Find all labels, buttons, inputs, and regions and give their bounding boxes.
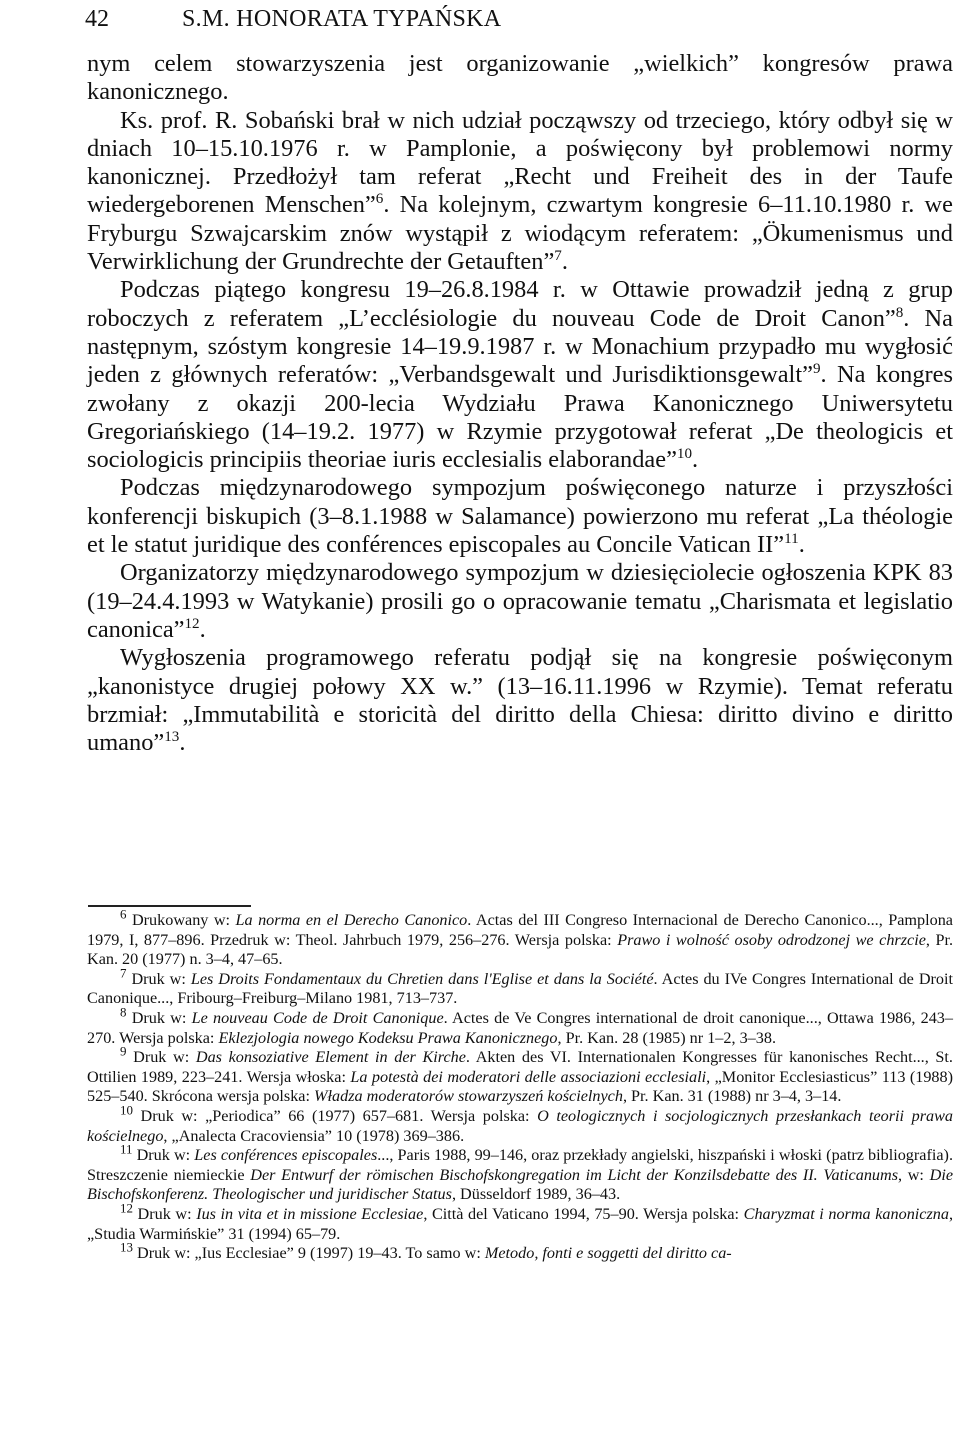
footnotes	[87, 906, 954, 1264]
footnote-text: Druk w:	[126, 969, 191, 988]
footnote-ref-13[interactable]: 13	[164, 729, 180, 745]
paragraph-2	[87, 107, 953, 277]
paragraph-1-text: nym celem stowarzyszenia jest organizowanie „wielkich” kongresów prawa kanonicznego.	[87, 50, 953, 106]
footnote-title: Les conférences episcopales	[194, 1146, 378, 1165]
page-header	[85, 6, 905, 36]
paragraph-3-text-b: . Na następnym, szóstym kongresie 14–19.9.1987 r. w Monachium przypadło mu wygłosić jeden z głównych referatów: „Verbandsgewalt und Jurisdiktionsgewalt”	[87, 304, 953, 389]
footnote-11	[87, 1141, 953, 1205]
paragraph-5	[87, 559, 953, 644]
footnote-title: Metodo, fonti e soggetti del diritto ca-	[484, 1244, 732, 1263]
footnote-text: Druk w:	[132, 1204, 197, 1223]
footnote-text: Druk w:	[132, 1146, 195, 1165]
footnote-text: , Pr. Kan. 20 (1977) n. 3–4, 47–65.	[87, 930, 954, 969]
footnote-text: . Actas del III Congreso Internacional de Derecho Canonico..., Pamplona 1979, I, 877–896. Przedruk w: Theol. Jahrbuch 1979, 256–276. Wersja polska:	[87, 911, 953, 949]
paragraph-3-text-a: Podczas piątego kongresu 19–26.8.1984 r. w Ottawie prowadził jedną z grup roboczych z referatem „L’ecclésiologie du nouveau Code de Droit Canon”	[87, 276, 953, 332]
footnote-number: 11	[120, 1141, 133, 1157]
paragraph-2-text-c: .	[561, 248, 568, 276]
paragraph-1	[87, 50, 953, 107]
footnote-10	[87, 1102, 953, 1146]
footnote-text: Druk w: „Ius Ecclesiae” 9 (1997) 19–43. To samo w:	[132, 1244, 485, 1263]
footnote-text: . Akten des VI. Internationalen Kongresses für kanonisches Recht..., St. Ottilien 1989, 223–241. Wersja włoska:	[87, 1048, 953, 1086]
footnote-6	[87, 906, 954, 970]
paragraph-3-text-c: . Na kongres zwołany z okazji 200-lecia Wydziału Prawa Kanonicznego Uniwersytetu Gregoriańskiego (14–19.2. 1977) w Rzymie przygotował referat „De theologicis et sociologicis principiis theoriae iuris ecclesialis elaborandae”	[87, 361, 953, 474]
footnote-title: Les Droits Fondamentaux du Chretien dans l'Eglise et dans la Société	[190, 969, 654, 988]
footnote-title: La potestà dei moderatori delle associazioni ecclesiali	[350, 1067, 707, 1086]
footnote-title: Eklezjologia nowego Kodeksu Prawa Kanonicznego	[218, 1028, 558, 1047]
paragraph-5-text-b: .	[199, 615, 206, 643]
footnote-title: Ius in vita et in missione Ecclesiae	[196, 1204, 424, 1223]
footnote-text: . Actes du IVe Congres International de Droit Canonique..., Fribourg–Freiburg–Milano 1981, 713–737.	[87, 969, 953, 1008]
paragraph-5-text-a: Organizatorzy międzynarodowego sympozjum w dziesięciolecie ogłoszenia KPK 83 (19–24.4.1993 w Watykanie) prosili go o opracowanie tematu „Charismata et legislatio canonica”	[87, 559, 953, 643]
footnote-8	[87, 1004, 953, 1048]
footnote-7	[87, 965, 953, 1009]
footnote-text: , „Monitor Ecclesiasticus” 113 (1988) 525–540. Skrócona wersja polska:	[87, 1067, 954, 1106]
footnote-text: , „Studia Warmińskie” 31 (1994) 65–79.	[87, 1204, 954, 1243]
footnote-title: Der Entwurf der römischen Bischofskongregation im Licht der Konzilsdebatte des II. Vaticanums	[250, 1165, 899, 1184]
footnote-text: , w:	[898, 1165, 930, 1184]
paragraph-2-text-b: . Na kolejnym, czwartym kongresie 6–11.10.1980 r. we Fryburgu Szwajcarskim znów wystąpił z wiodącym referatem: „Ökumenismus und Verwirklichung der Grundrechte der Getauften”	[87, 191, 953, 276]
paragraph-6-text-a: Wygłoszenia programowego referatu podjął się na kongresie poświęconym „kanonistyce drugiej połowy XX w.” (13–16.11.1996 w Rzymie). Temat referatu brzmiał: „Immutabilità e storicità del diritto della Chiesa: diritto divino e diritto umano”	[87, 644, 953, 757]
footnote-number: 10	[120, 1102, 133, 1118]
footnote-title: Le nouveau Code de Droit Canonique	[191, 1008, 444, 1027]
paragraph-4	[87, 474, 953, 559]
page-number: 42	[85, 6, 109, 32]
paragraph-2-text-a: Ks. prof. R. Sobański brał w nich udział począwszy od trzeciego, który odbył się w dniach 10–15.10.1976 r. w Pamplonie, a poświęcony był problemowi normy kanonicznej. Przedłożył tam referat „Recht und Freiheit des in der Taufe wiedergeborenen Menschen”	[87, 106, 953, 219]
footnote-13	[87, 1239, 953, 1264]
footnote-text: . Actes de Ve Congres international de droit canonique..., Ottawa 1986, 243–270. Wersja polska:	[87, 1008, 953, 1047]
footnote-title: Charyzmat i norma kanoniczna	[743, 1204, 949, 1223]
running-head: S.M. HONORATA TYPAŃSKA	[182, 6, 502, 32]
paragraph-3-text-d: .	[692, 446, 699, 474]
footnote-ref-12[interactable]: 12	[184, 615, 200, 632]
footnote-ref-6[interactable]: 6	[375, 191, 384, 208]
footnote-title: Das konsoziative Element in der Kirche	[195, 1048, 466, 1067]
footnote-ref-10[interactable]: 10	[676, 446, 693, 463]
footnote-text: , Pr. Kan. 28 (1985) nr 1–2, 3–38.	[557, 1028, 777, 1047]
footnote-ref-9[interactable]: 9	[812, 361, 821, 378]
footnote-number: 13	[120, 1239, 133, 1255]
footnote-text: , „Analecta Cracoviensia” 10 (1978) 369–386.	[163, 1126, 465, 1145]
footnote-number: 12	[120, 1200, 133, 1216]
body-text	[87, 50, 953, 757]
footnote-text: Drukowany w:	[126, 911, 236, 929]
footnote-number: 6	[120, 906, 127, 922]
footnote-text: Druk w: „Periodica” 66 (1977) 657–681. Wersja polska:	[132, 1106, 538, 1125]
paragraph-6-text-b: .	[179, 729, 186, 757]
paragraph-6	[87, 644, 953, 757]
footnote-number: 7	[120, 965, 127, 981]
footnote-number: 8	[120, 1004, 127, 1020]
footnote-ref-11[interactable]: 11	[784, 530, 799, 547]
footnote-9	[87, 1043, 954, 1107]
paragraph-4-text-b: .	[798, 531, 805, 559]
footnote-text: Druk w:	[126, 1048, 196, 1067]
paragraph-4-text-a: Podczas międzynarodowego sympozjum poświęconego naturze i przyszłości konferencji biskupich (3–8.1.1988 w Salamance) powierzono mu referat „La théologie et le statut juridique des conférences episcopales au Concile Vatican II”	[87, 474, 953, 559]
footnote-text: , Pr. Kan. 31 (1988) nr 3–4, 3–14.	[622, 1087, 842, 1106]
footnote-number: 9	[120, 1043, 127, 1059]
footnote-title: Władza moderatorów stowarzyszeń kościelnych	[314, 1087, 623, 1106]
footnote-title: Die Bischofskonferenz. Theologischer und juridischer Status	[87, 1165, 953, 1204]
footnote-text: , Düsseldorf 1989, 36–43.	[451, 1185, 621, 1204]
footnote-text: ..., Paris 1988, 99–146, oraz przekłady angielski, hiszpański i włoski (patrz bibliografia). Streszczenie niemieckie	[87, 1146, 953, 1184]
footnote-divider	[88, 905, 251, 907]
footnote-title: Prawo i wolność osoby odrodzonej we chrzcie	[617, 930, 926, 949]
footnote-text: Druk w:	[126, 1008, 192, 1027]
footnote-12	[87, 1200, 954, 1244]
footnote-ref-7[interactable]: 7	[554, 247, 562, 264]
footnote-title: La norma en el Derecho Canonico	[235, 911, 468, 929]
footnote-title: O teologicznych i socjologicznych przesłankach teorii prawa kościelnego	[87, 1106, 953, 1145]
footnote-ref-8[interactable]: 8	[895, 304, 904, 321]
footnote-text: , Città del Vaticano 1994, 75–90. Wersja polska:	[423, 1204, 744, 1223]
paragraph-3	[87, 276, 953, 474]
